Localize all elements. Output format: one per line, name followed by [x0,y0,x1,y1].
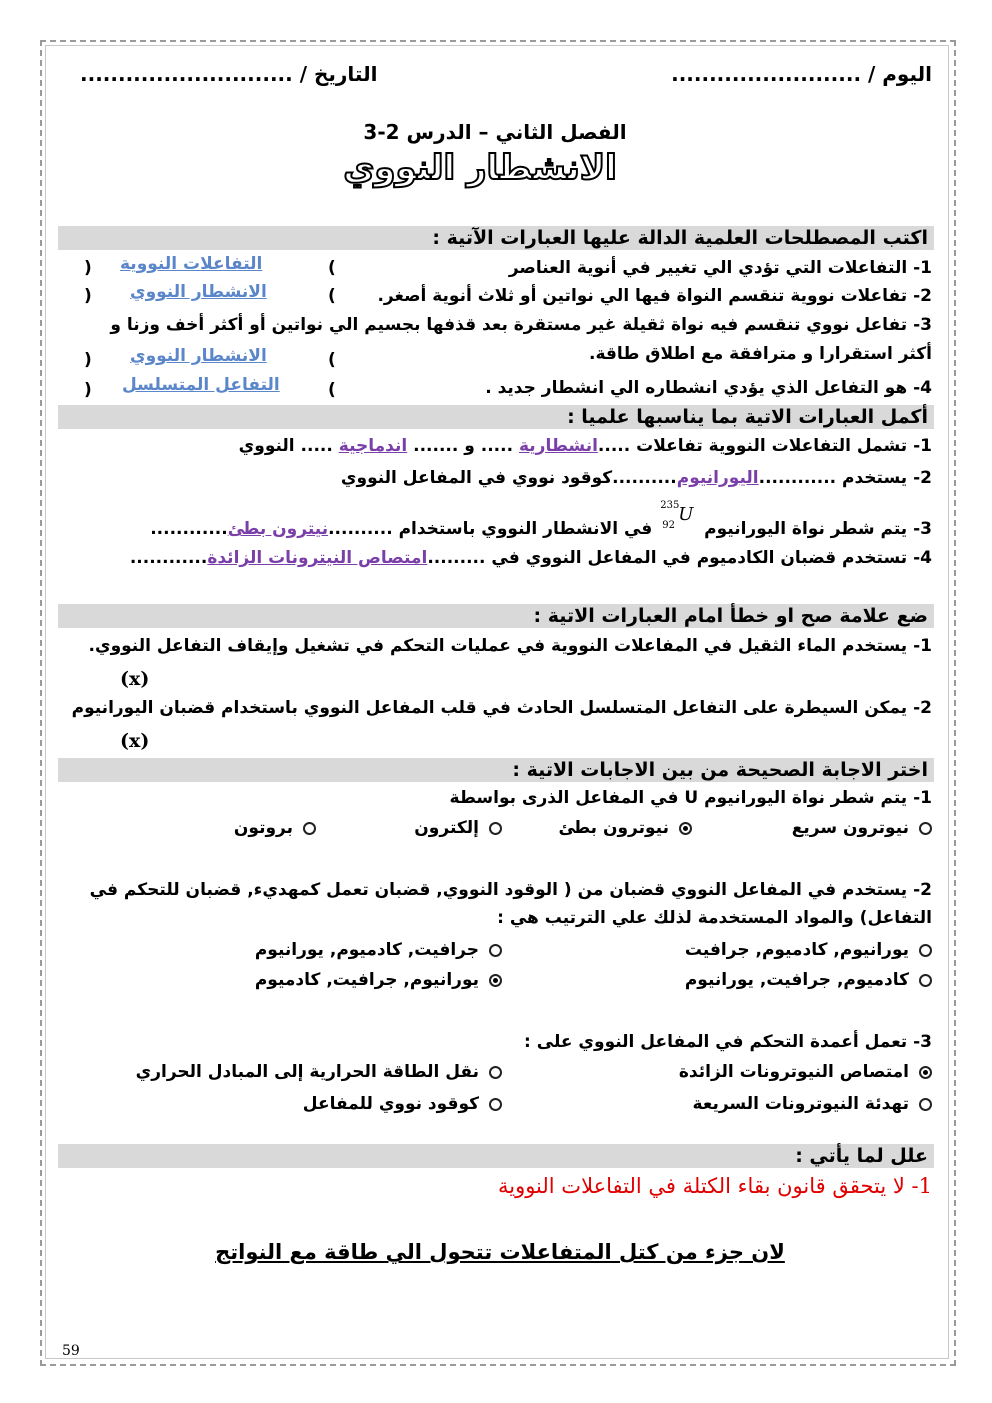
mcq-3-option-1[interactable]: امتصاص النيوترونات الزائدة [679,1062,932,1082]
radio-icon[interactable] [919,944,932,957]
radio-selected-icon[interactable] [919,1066,932,1079]
close-paren: ) [84,350,92,370]
term-answer-3: الانشطار النووي [130,346,267,366]
term-item-3-cont: أكثر استقرارا و مترافقة مع اطلاق طاقة. [589,344,932,364]
open-paren: ( [328,258,336,278]
mcq-1-option-3[interactable]: إلكترون [414,818,502,838]
tf-item-2: 2- يمكن السيطرة على التفاعل المتسلسل الحادث في قلب المفاعل النووي باستخدام قضبان اليورانيوم [71,698,932,718]
mcq-2-stem-cont: التفاعل) والمواد المستخدمة لذلك علي الترتيب هي : [497,908,932,928]
radio-icon[interactable] [489,1098,502,1111]
radio-selected-icon[interactable] [489,974,502,987]
uranium-isotope: 235 92 U [660,500,694,531]
page-number: 59 [62,1343,80,1359]
section-heading-explain: علل لما يأتي : [58,1144,934,1168]
complete-answer-4: امتصاص النيترونات الزائدة [207,548,428,568]
mcq-1-stem: 1- يتم شطر نواة اليورانيوم U في المفاعل الذرى بواسطة [449,788,932,808]
radio-icon[interactable] [919,974,932,987]
section-heading-mcq: اختر الاجابة الصحيحة من بين الاجابات الاتية : [58,758,934,782]
complete-item-4: 4- تستخدم قضبان الكادميوم في المفاعل النووي في .........امتصاص النيترونات الزائدة............ [129,548,932,568]
radio-icon[interactable] [489,1066,502,1079]
mcq-3-stem: 3- تعمل أعمدة التحكم في المفاعل النووي على : [524,1032,932,1052]
radio-icon[interactable] [303,822,316,835]
complete-item-3: 3- يتم شطر نواة اليورانيوم 235 92 U في الانشطار النووي باستخدام ..........نيترون بطئ............ [150,500,932,539]
explain-question: 1- لا يتحقق قانون بقاء الكتلة في التفاعلات النووية [497,1174,932,1198]
section-heading-complete: أكمل العبارات الاتية بما يناسبها علميا : [58,405,934,429]
term-answer-4: التفاعل المتسلسل [122,375,280,395]
day-label: اليوم / ......................... [671,62,932,86]
mcq-3-option-3[interactable]: تهدئة النيوترونات السريعة [693,1094,932,1114]
mcq-2-option-3[interactable]: كادميوم, جرافيت, يورانيوم [685,970,932,990]
term-item-3: 3- تفاعل نووي تنقسم فيه نواة ثقيلة غير مستقرة بعد قذفها بجسيم الي نواتين أو أكثر أخف وزنا و [110,315,932,335]
tf-mark-2: (x) [120,730,150,752]
mcq-1-option-1[interactable]: نيوترون سريع [792,818,932,838]
radio-selected-icon[interactable] [679,822,692,835]
complete-answer-1a: انشطارية [518,436,598,456]
mcq-1-option-2[interactable]: نيوترون بطئ [559,818,692,838]
close-paren: ) [84,380,92,400]
mcq-3-option-4[interactable]: كوقود نووي للمفاعل [303,1094,502,1114]
tf-mark-1: (x) [120,668,150,690]
complete-answer-2: اليورانيوم [676,468,759,488]
mcq-2-option-1[interactable]: يورانيوم, كادميوم, جرافيت [685,940,932,960]
date-label: التاريخ / ............................ [80,62,378,86]
radio-icon[interactable] [919,822,932,835]
mcq-3-option-2[interactable]: نقل الطاقة الحرارية إلى المبادل الحراري [136,1062,502,1082]
radio-icon[interactable] [489,944,502,957]
close-paren: ) [84,286,92,306]
section-heading-truefalse: ضع علامة صح او خطأ امام العبارات الاتية : [58,604,934,628]
term-item-1: 1- التفاعلات التي تؤدي الي تغيير في أنوية العناصر [508,258,932,278]
section-heading-terms: اكتب المصطلحات العلمية الدالة عليها العبارات الآتية : [58,226,934,250]
mcq-2-option-2[interactable]: جرافيت, كادميوم, يورانيوم [255,940,502,960]
radio-icon[interactable] [489,822,502,835]
term-answer-1: التفاعلات النووية [120,254,263,274]
term-item-2: 2- تفاعلات نووية تنقسم النواة فيها الي نواتين أو ثلاث أنوية أصغر. [377,286,932,306]
term-item-4: 4- هو التفاعل الذي يؤدي انشطاره الي انشطار جديد . [485,378,932,398]
mcq-2-stem: 2- يستخدم في المفاعل النووي قضبان من ( الوقود النووي, قضبان تعمل كمهديء, قضبان للتحكم في [89,880,932,900]
explain-answer: لان جزء من كتل المتفاعلات تتحول الي طاقة مع النواتج [215,1240,785,1264]
tf-item-1: 1- يستخدم الماء الثقيل في المفاعلات النووية في عمليات التحكم في تشغيل وإيقاف التفاعل النووي. [88,636,932,656]
complete-item-2: 2- يستخدم ............اليورانيوم..........كوقود نووي في المفاعل النووي [340,468,932,488]
chapter-lesson: الفصل الثاني – الدرس 2-3 [363,120,627,144]
open-paren: ( [328,350,336,370]
open-paren: ( [328,286,336,306]
complete-answer-3: نيترون بطئ [227,519,329,539]
close-paren: ) [84,258,92,278]
page-title: الانشطار النووي [343,148,617,188]
radio-icon[interactable] [919,1098,932,1111]
complete-item-1: 1- تشمل التفاعلات النووية تفاعلات .....انشطارية ..... و ....... اندماجية ..... النووي [238,436,932,456]
mcq-2-option-4[interactable]: يورانيوم, جرافيت, كادميوم [255,970,502,990]
mcq-1-option-4[interactable]: بروتون [234,818,316,838]
open-paren: ( [328,380,336,400]
complete-answer-1b: اندماجية [338,436,408,456]
term-answer-2: الانشطار النووي [130,282,267,302]
